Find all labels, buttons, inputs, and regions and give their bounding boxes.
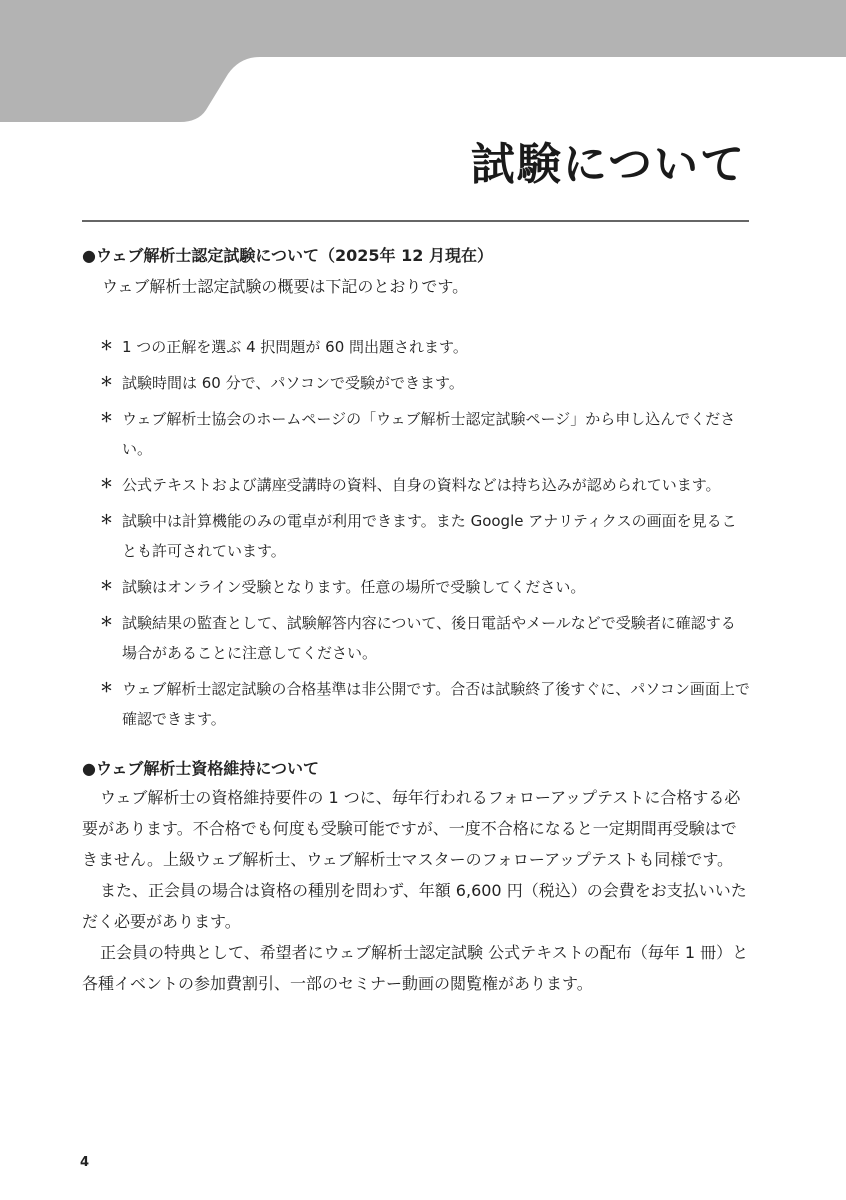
exam-intro: ウェブ解析士認定試験の概要は下記のとおりです。 bbox=[102, 277, 469, 296]
paragraph-member-benefits: 正会員の特典として、希望者にウェブ解析士認定試験 公式テキストの配布（毎年 1 冊）と各種イベントの参加費割引、一部のセミナー動画の閲覧権があります。 bbox=[82, 943, 749, 993]
main-content bbox=[82, 243, 750, 999]
list-item-text: 公式テキストおよび講座受講時の資料、自身の資料などは持ち込みが認められています。 bbox=[122, 476, 721, 494]
title-divider bbox=[82, 220, 749, 222]
asterisk-icon: ＊ bbox=[100, 681, 114, 696]
exam-rules-list bbox=[82, 332, 750, 734]
list-item bbox=[82, 506, 750, 566]
list-item-text: 試験中は計算機能のみの電卓が利用できます。また Google アナリティクスの画面を見ることも許可されています。 bbox=[122, 512, 737, 560]
paragraph-membership-fee: また、正会員の場合は資格の種別を問わず、年額 6,600 円（税込）の会費をお支払いいただく必要があります。 bbox=[82, 881, 747, 931]
list-item bbox=[82, 404, 750, 464]
page-title: 試験について bbox=[470, 139, 746, 190]
asterisk-icon: ＊ bbox=[100, 375, 114, 390]
page-number: 4 bbox=[80, 1155, 90, 1170]
list-item bbox=[82, 332, 750, 362]
asterisk-icon: ＊ bbox=[100, 579, 114, 594]
list-item bbox=[82, 674, 750, 734]
section-heading-exam bbox=[82, 243, 750, 269]
list-item bbox=[82, 368, 750, 398]
list-item-text: ウェブ解析士認定試験の合格基準は非公開です。合否は試験終了後すぐに、パソコン画面上で確認できます。 bbox=[122, 680, 750, 728]
list-item-text: 1 つの正解を選ぶ 4 択問題が 60 問出題されます。 bbox=[122, 338, 468, 356]
section-heading-qualification-text: ウェブ解析士資格維持について bbox=[95, 759, 320, 778]
qualification-section bbox=[82, 756, 750, 999]
asterisk-icon: ＊ bbox=[100, 513, 114, 528]
asterisk-icon: ＊ bbox=[100, 477, 114, 492]
header-band bbox=[0, 0, 846, 122]
list-item bbox=[82, 608, 750, 668]
asterisk-icon: ＊ bbox=[100, 615, 114, 630]
asterisk-icon: ＊ bbox=[100, 339, 114, 354]
asterisk-icon: ＊ bbox=[100, 411, 114, 426]
list-item-text: ウェブ解析士協会のホームページの「ウェブ解析士認定試験ページ」から申し込んでください。 bbox=[122, 410, 736, 458]
list-item-text: 試験時間は 60 分で、パソコンで受験ができます。 bbox=[122, 374, 464, 392]
list-item bbox=[82, 470, 750, 500]
section-heading-exam-text: ウェブ解析士認定試験について（2025年 12 月現在） bbox=[95, 246, 493, 265]
list-item bbox=[82, 572, 750, 602]
paragraph-followup: ウェブ解析士の資格維持要件の 1 つに、毎年行われるフォローアップテストに合格する必要があります。不合格でも何度も受験可能ですが、一度不合格になると一定期間再受験はできません。上級ウェブ解析士、ウェブ解析士マスターのフォローアップテストも同様です。 bbox=[82, 788, 741, 869]
bullet-dot-icon: ● bbox=[82, 246, 96, 265]
section-heading-qualification bbox=[82, 756, 750, 782]
bullet-dot-icon: ● bbox=[82, 759, 96, 778]
list-item-text: 試験結果の監査として、試験解答内容について、後日電話やメールなどで受験者に確認する場合があることに注意してください。 bbox=[122, 614, 736, 662]
header-band-shape bbox=[0, 0, 846, 122]
list-item-text: 試験はオンライン受験となります。任意の場所で受験してください。 bbox=[122, 578, 586, 596]
